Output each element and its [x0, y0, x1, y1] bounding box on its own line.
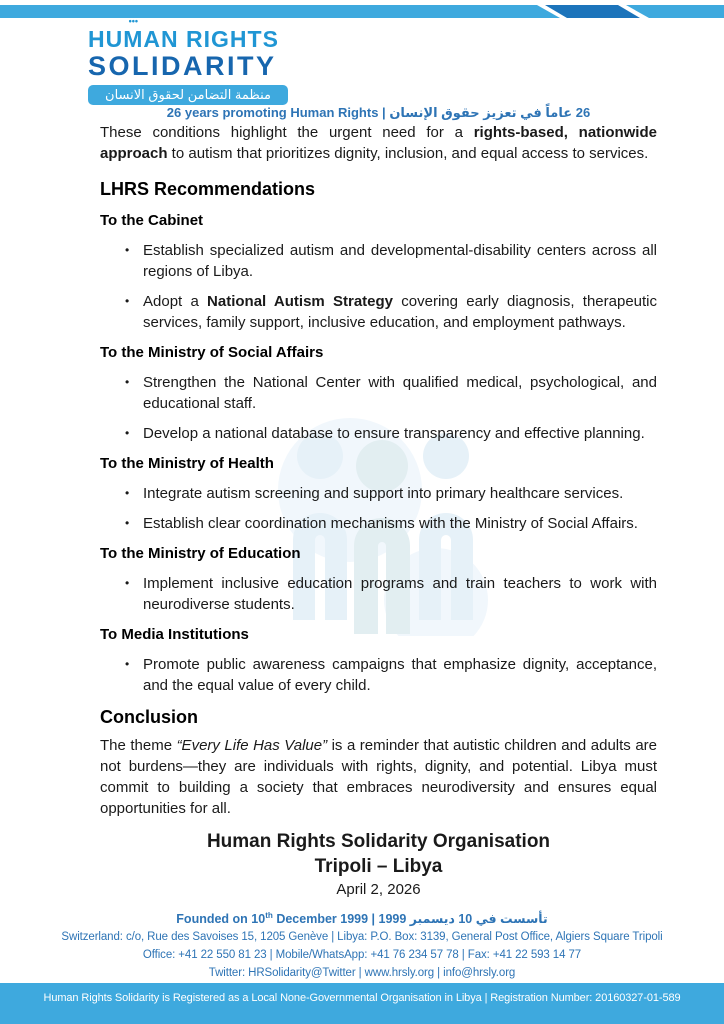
bullet-icon: • [125, 243, 130, 257]
cabinet-bullet-list [100, 240, 657, 333]
bullet-icon: • [125, 657, 130, 671]
conclusion-heading: Conclusion [100, 707, 198, 727]
bullet-icon: • [125, 516, 130, 530]
list-item: • Strengthen the National Center with qualified medical, psychological, and educational staff. [125, 374, 657, 412]
list-item: • Develop a national database to ensure transparency and effective planning. [125, 425, 645, 442]
section-heading-education: To the Ministry of Education [100, 545, 301, 562]
anniversary-tagline: 26 years promoting Human Rights | 26 عاماً في تعزيز حقوق الإنسان [166, 105, 591, 120]
intro-paragraph: These conditions highlight the urgent need for a rights-based, nationwide approach to autism that prioritizes dignity, inclusion, and equal access to services. [100, 124, 657, 162]
bullet-icon: • [125, 426, 130, 440]
signature-location: Tripoli – Libya [314, 856, 443, 877]
list-item: • Establish clear coordination mechanisms with the Ministry of Social Affairs. [125, 515, 638, 532]
list-item: • Adopt a National Autism Strategy covering early diagnosis, therapeutic services, family support, inclusive education, and employment pathways. [125, 293, 657, 331]
media-bullet-list [100, 654, 657, 696]
phone-line: Office: +41 22 550 81 23 | Mobile/WhatsApp: +41 76 234 57 78 | Fax: +41 22 593 14 77 [142, 949, 582, 962]
bullet-icon: • [125, 576, 130, 590]
social-affairs-bullet-list [100, 372, 657, 444]
top-bar-decoration [0, 0, 724, 26]
section-heading-social-affairs: To the Ministry of Social Affairs [100, 344, 324, 361]
document-body [100, 122, 657, 900]
conclusion-paragraph: The theme “Every Life Has Value” is a reminder that autistic children and adults are not burdens—they are individuals with rights, dignity, and potential. Libya must commit to building a society that embraces neurodiversity and ensures equal opportunities for all. [100, 737, 657, 817]
list-item: • Integrate autism screening and support into primary healthcare services. [125, 485, 624, 502]
founded-line: Founded on 10th December 1999 | تأسست في 10 ديسمبر 1999 [176, 911, 548, 927]
logo-solidarity: SOLIDARITY [88, 51, 277, 81]
registration-bar: Human Rights Solidarity is Registered as a Local None-Governmental Organisation in Libya | Registration Number: 20160327-01-589 [0, 983, 724, 1024]
list-item: • Promote public awareness campaigns that emphasize dignity, acceptance, and the equal value of every child. [125, 656, 657, 694]
signature-organisation: Human Rights Solidarity Organisation [206, 831, 551, 852]
logo-human-rights: HU ••• MAN RIGHTS [88, 16, 279, 52]
letterhead-footer [0, 907, 724, 982]
list-item: • Implement inclusive education programs and train teachers to work with neurodiverse students. [125, 575, 657, 613]
address-line: Switzerland: c/o, Rue des Savoises 15, 1205 Genève | Libya: P.O. Box: 3139, General Post Office, Algiers Square Tripoli [61, 931, 663, 944]
bullet-icon: • [125, 375, 130, 389]
section-heading-cabinet: To the Cabinet [100, 212, 204, 229]
section-heading-health: To the Ministry of Health [100, 455, 274, 472]
signature-date: April 2, 2026 [336, 881, 421, 898]
signature-block [100, 829, 657, 900]
org-logo [88, 16, 308, 105]
section-heading-media: To Media Institutions [100, 626, 249, 643]
list-item: • Establish specialized autism and developmental-disability centers across all regions of Libya. [125, 242, 657, 280]
recommendations-heading: LHRS Recommendations [100, 179, 316, 199]
bullet-icon: • [125, 294, 130, 308]
logo-arabic-banner: منظمة التضامن لحقوق الانسان [88, 85, 288, 105]
people-dots-icon: ••• [128, 16, 139, 26]
web-contact-line: Twitter: HRSolidarity@Twitter | www.hrsly.org | info@hrsly.org [208, 967, 516, 980]
education-bullet-list [100, 573, 657, 615]
bullet-icon: • [125, 486, 130, 500]
health-bullet-list [100, 483, 657, 534]
